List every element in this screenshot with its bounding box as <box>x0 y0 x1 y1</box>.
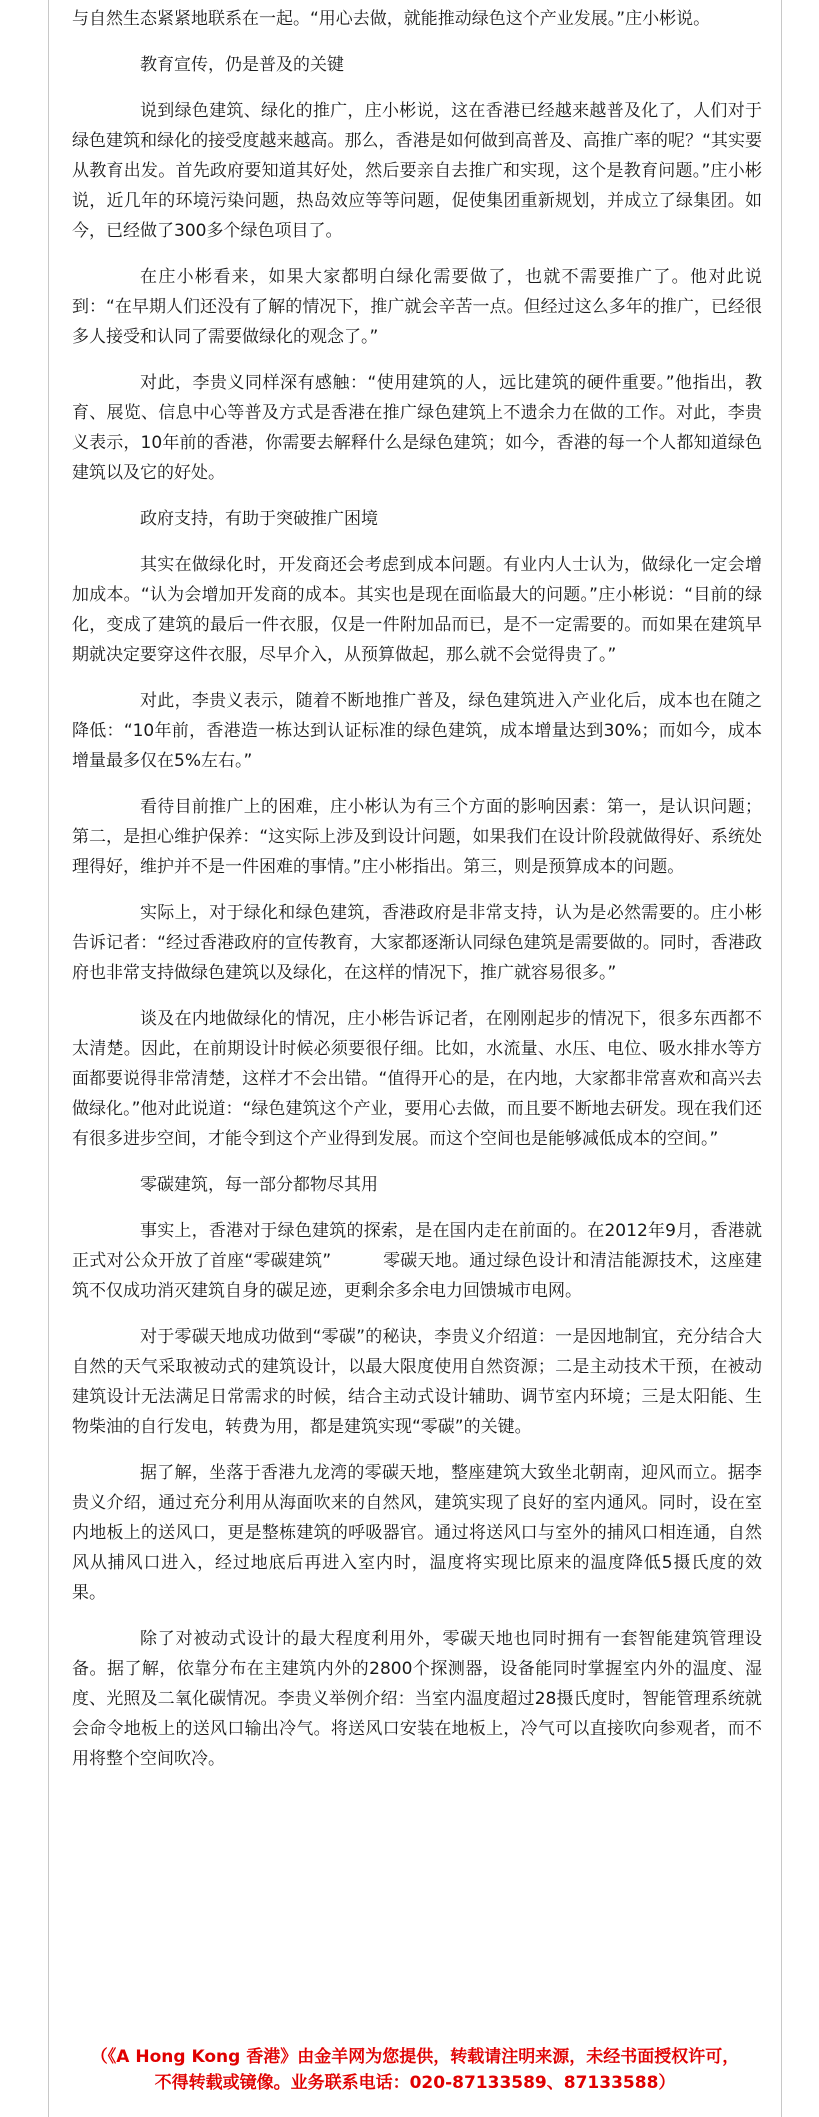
section-heading: 政府支持，有助于突破推广困境 <box>140 509 378 529</box>
article-paragraph: 谈及在内地做绿化的情况，庄小彬告诉记者，在刚刚起步的情况下，很多东西都不太清楚。因此，在前期设计时候必须要很仔细。比如，水流量、水压、电位、吸水排水等方面都要说得非常清楚，这样才不会出错。“值得开心的是，在内地，大家都非常喜欢和高兴去做绿化。”他对此说道：“绿色建筑这个产业，要用心去做，而且要不断地去研发。现在我们还有很多进步空间，才能令到这个产业得到发展。而这个空间也是能够减低成本的空间。” <box>72 1009 762 1149</box>
article-paragraph: 对于零碳天地成功做到“零碳”的秘诀，李贵义介绍道：一是因地制宜，充分结合大自然的天气采取被动式的建筑设计，以最大限度使用自然资源；二是主动技术干预，在被动建筑设计无法满足日常需求的时候，结合主动式设计辅助、调节室内环境；三是太阳能、生物柴油的自行发电，转费为用，都是建筑实现“零碳”的关键。 <box>72 1327 762 1437</box>
article-paragraph: 事实上，香港对于绿色建筑的探索，是在国内走在前面的。在2012年9月，香港就正式对公众开放了首座“零碳建筑” 零碳天地。通过绿色设计和清洁能源技术，这座建筑不仅成功消灭建筑自身的碳足迹，更剩余多余电力回馈城市电网。 <box>72 1221 762 1301</box>
footer-line-1: （《A Hong Kong 香港》由金羊网为您提供，转载请注明来源，未经书面授权许可， <box>90 2047 740 2067</box>
footer-line-2: 不得转载或镜像。业务联系电话：020-87133589、87133588） <box>154 2073 676 2093</box>
article-paragraph: 在庄小彬看来，如果大家都明白绿化需要做了，也就不需要推广了。他对此说到：“在早期人们还没有了解的情况下，推广就会辛苦一点。但经过这么多年的推广，已经很多人接受和认同了需要做绿化的观念了。” <box>72 267 762 347</box>
article-paragraph: 实际上，对于绿化和绿色建筑，香港政府是非常支持，认为是必然需要的。庄小彬告诉记者：“经过香港政府的宣传教育，大家都逐渐认同绿色建筑是需要做的。同时，香港政府也非常支持做绿色建筑以及绿化，在这样的情况下，推广就容易很多。” <box>72 903 762 983</box>
article-body <box>72 4 762 1790</box>
article-paragraph: 与自然生态紧紧地联系在一起。“用心去做，就能推动绿色这个产业发展。”庄小彬说。 <box>72 9 711 29</box>
copyright-footer <box>48 2044 782 2096</box>
section-heading: 零碳建筑，每一部分都物尽其用 <box>140 1175 378 1195</box>
article-paragraph: 说到绿色建筑、绿化的推广，庄小彬说，这在香港已经越来越普及化了，人们对于绿色建筑和绿化的接受度越来越高。那么，香港是如何做到高普及、高推广率的呢？“其实要从教育出发。首先政府要知道其好处，然后要亲自去推广和实现，这个是教育问题。”庄小彬说，近几年的环境污染问题，热岛效应等等问题，促使集团重新规划，并成立了绿集团。如今，已经做了300多个绿色项目了。 <box>72 101 762 241</box>
right-margin-rule <box>781 0 782 2117</box>
article-paragraph: 除了对被动式设计的最大程度利用外，零碳天地也同时拥有一套智能建筑管理设备。据了解，依靠分布在主建筑内外的2800个探测器，设备能同时掌握室内外的温度、湿度、光照及二氧化碳情况。李贵义举例介绍：当室内温度超过28摄氏度时，智能管理系统就会命令地板上的送风口输出冷气。将送风口安装在地板上，冷气可以直接吹向参观者，而不用将整个空间吹冷。 <box>72 1629 762 1769</box>
article-paragraph: 据了解，坐落于香港九龙湾的零碳天地，整座建筑大致坐北朝南，迎风而立。据李贵义介绍，通过充分利用从海面吹来的自然风，建筑实现了良好的室内通风。同时，设在室内地板上的送风口，更是整栋建筑的呼吸器官。通过将送风口与室外的捕风口相连通，自然风从捕风口进入，经过地底后再进入室内时，温度将实现比原来的温度降低5摄氏度的效果。 <box>72 1463 762 1603</box>
article-paragraph: 看待目前推广上的困难，庄小彬认为有三个方面的影响因素：第一，是认识问题；第二，是担心维护保养：“这实际上涉及到设计问题，如果我们在设计阶段就做得好、系统处理得好，维护并不是一件困难的事情。”庄小彬指出。第三，则是预算成本的问题。 <box>72 797 762 877</box>
left-margin-rule <box>48 0 49 2117</box>
article-paragraph: 对此，李贵义表示，随着不断地推广普及，绿色建筑进入产业化后，成本也在随之降低：“10年前，香港造一栋达到认证标准的绿色建筑，成本增量达到30%；而如今，成本增量最多仅在5%左右。” <box>72 691 762 771</box>
article-paragraph: 其实在做绿化时，开发商还会考虑到成本问题。有业内人士认为，做绿化一定会增加成本。“认为会增加开发商的成本。其实也是现在面临最大的问题。”庄小彬说：“目前的绿化，变成了建筑的最后一件衣服，仅是一件附加品而已，是不一定需要的。而如果在建筑早期就决定要穿这件衣服，尽早介入，从预算做起，那么就不会觉得贵了。” <box>72 555 762 665</box>
section-heading: 教育宣传，仍是普及的关键 <box>140 55 344 75</box>
article-paragraph: 对此，李贵义同样深有感触：“使用建筑的人，远比建筑的硬件重要。”他指出，教育、展览、信息中心等普及方式是香港在推广绿色建筑上不遗余力在做的工作。对此，李贵义表示，10年前的香港，你需要去解释什么是绿色建筑；如今，香港的每一个人都知道绿色建筑以及它的好处。 <box>72 373 762 483</box>
